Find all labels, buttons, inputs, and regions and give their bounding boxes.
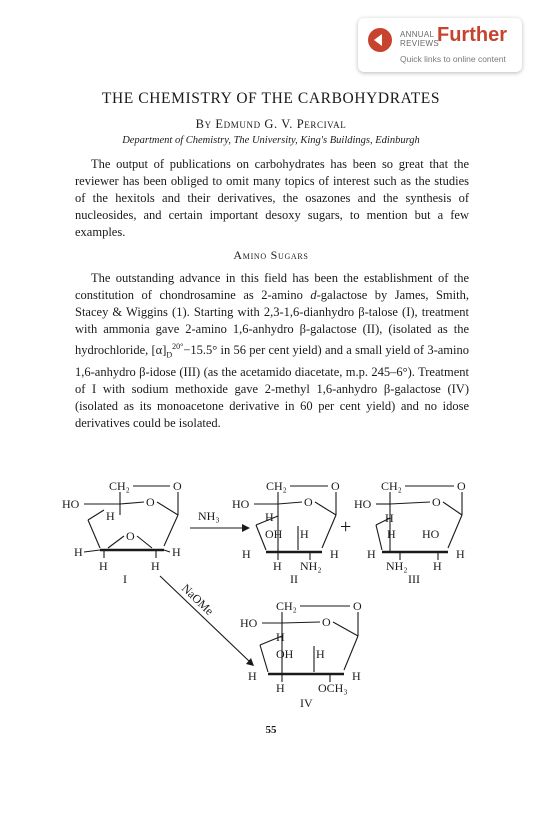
- s4-h-mid: H: [316, 647, 325, 661]
- para2-text-3: −15.5° in 56 per cent yield) and a small yield of 3-amino 1,6-anhydro β-idose (III) (as the acetamido diacetate, m.p. 245–6°). Treatment of I with sodium methoxide gave 2-methyl 1,6-anhydro β-galactose (IV) (isolated as its monoacetone derivative in 60 per cent yield) and no idose derivatives could be isolated.: [75, 343, 469, 430]
- s2-bond: [278, 502, 302, 504]
- structure-IV: [240, 599, 362, 710]
- s1-ch2: CH₂: [109, 479, 130, 493]
- s1-bond: [108, 536, 124, 548]
- s2-h-mid: H: [300, 527, 309, 541]
- plus-sign: +: [340, 516, 352, 538]
- s2-h-left: H: [242, 547, 251, 561]
- s4-ho: HO: [240, 616, 258, 630]
- s3-h-left: H: [367, 547, 376, 561]
- section-heading: Amino Sugars: [233, 248, 309, 262]
- structure-III: [354, 479, 466, 586]
- s3-ho: HO: [354, 497, 372, 511]
- s3-h-right: H: [456, 547, 465, 561]
- s3-bond: [443, 502, 462, 515]
- s3-nh2: NH₂: [386, 559, 408, 573]
- s2-h-upper: H: [265, 510, 274, 524]
- label-I: I: [123, 572, 127, 586]
- s2-h-bottom: H: [273, 559, 282, 573]
- s2-ch2: CH₂: [266, 479, 287, 493]
- s4-ch2: CH₂: [276, 599, 297, 613]
- s4-h-upper: H: [276, 630, 285, 644]
- article-author: By Edmund G. V. Percival: [195, 117, 347, 131]
- s2-nh2: NH₂: [300, 559, 322, 573]
- s4-bond: [344, 636, 358, 670]
- para2-rotation-sup: 20°: [172, 342, 184, 351]
- s3-bond: [448, 515, 462, 548]
- s4-bond: [260, 645, 268, 672]
- amino-sugars-paragraph: [75, 270, 469, 432]
- s4-h-left: H: [248, 669, 257, 683]
- s3-h-upper: H: [385, 511, 394, 525]
- author-affiliation: Department of Chemistry, The University, King's Buildings, Edinburgh: [122, 135, 420, 146]
- s1-o-top: O: [173, 479, 182, 493]
- s3-h-mid: H: [387, 527, 396, 541]
- badge-further-text: Further: [437, 24, 507, 46]
- s4-bond: [333, 622, 358, 636]
- s1-bond: [120, 502, 144, 504]
- s2-o-top: O: [331, 479, 340, 493]
- s1-h-bottom-left: H: [99, 559, 108, 573]
- structure-II: [232, 479, 340, 586]
- para2-text-1: The outstanding advance in this field has been the establishment of the constitution of chondrosamine as 2-amino: [75, 271, 469, 302]
- s1-bond: [157, 502, 178, 515]
- badge-tagline: Quick links to online content: [400, 54, 506, 64]
- s1-ho: HO: [62, 497, 80, 511]
- page-number: 55: [265, 724, 277, 736]
- s1-h-upper: H: [106, 509, 115, 523]
- s1-h-right: H: [172, 545, 181, 559]
- methoxide-arrow: [160, 576, 250, 662]
- s2-h-right: H: [330, 547, 339, 561]
- para2-text-2: -galactose by James, Smith, Stacey & Wiggins (1). Starting with 2,3-1,6-dianhydro β-talose (I), treatment with ammonia gave 2-amino 1,6-anhydro β-galactose (II), (isolated as the hydrochloride, [α]: [75, 288, 469, 358]
- s2-o-ring: O: [304, 495, 313, 509]
- s2-oh: OH: [265, 527, 283, 541]
- back-arrow-icon: [368, 28, 392, 52]
- intro-paragraph: The output of publications on carbohydrates has been so great that the reviewer has been obliged to omit many topics of interest such as the studies of the hexitols and their derivatives, the osazones and the synthesis of nucleosides, and certain important desoxy sugars, to mention but a few examples.: [75, 157, 469, 239]
- s2-bond: [315, 502, 336, 515]
- s3-ho-ring: HO: [422, 527, 440, 541]
- s4-och3: OCH₃: [318, 681, 348, 695]
- s4-o-top: O: [353, 599, 362, 613]
- badge-reviews-text: REVIEWS: [400, 39, 439, 48]
- s1-bond: [88, 520, 100, 548]
- para2-italic-d: d: [310, 288, 317, 302]
- s1-bond: [137, 536, 152, 548]
- s4-h-right: H: [352, 669, 361, 683]
- s4-o-ring: O: [322, 615, 331, 629]
- para2-rotation-sub: D: [166, 350, 173, 360]
- s3-h-bottom: H: [433, 559, 442, 573]
- label-II: II: [290, 572, 298, 586]
- s1-bond: [88, 510, 104, 520]
- s2-ho: HO: [232, 497, 250, 511]
- reaction-scheme: [60, 470, 490, 710]
- ammonia-arrow-head: [242, 524, 250, 532]
- s2-bond: [322, 515, 336, 548]
- reagent-methoxide: NaOMe: [178, 581, 217, 619]
- s4-h-bottom: H: [276, 681, 285, 695]
- s1-bond: [164, 550, 170, 552]
- s1-h-left: H: [74, 545, 83, 559]
- s1-h-bottom-right: H: [151, 559, 160, 573]
- label-IV: IV: [300, 696, 313, 710]
- reagent-ammonia: NH₃: [198, 509, 220, 523]
- article-title: THE CHEMISTRY OF THE CARBOHYDRATES: [101, 90, 441, 107]
- further-links-badge[interactable]: [358, 18, 522, 72]
- s1-o-ring: O: [146, 495, 155, 509]
- s3-bond: [390, 502, 430, 504]
- s1-o-epoxide: O: [126, 529, 135, 543]
- label-III: III: [408, 572, 420, 586]
- s3-bond: [376, 525, 382, 550]
- s1-bond: [84, 550, 100, 552]
- s1-bond: [164, 515, 178, 546]
- s4-oh: OH: [276, 647, 294, 661]
- s4-bond: [282, 622, 320, 623]
- structure-I: [62, 479, 182, 586]
- s3-ch2: CH₂: [381, 479, 402, 493]
- badge-annual-text: ANNUAL: [400, 30, 435, 39]
- s3-o-top: O: [457, 479, 466, 493]
- s3-o-ring: O: [432, 495, 441, 509]
